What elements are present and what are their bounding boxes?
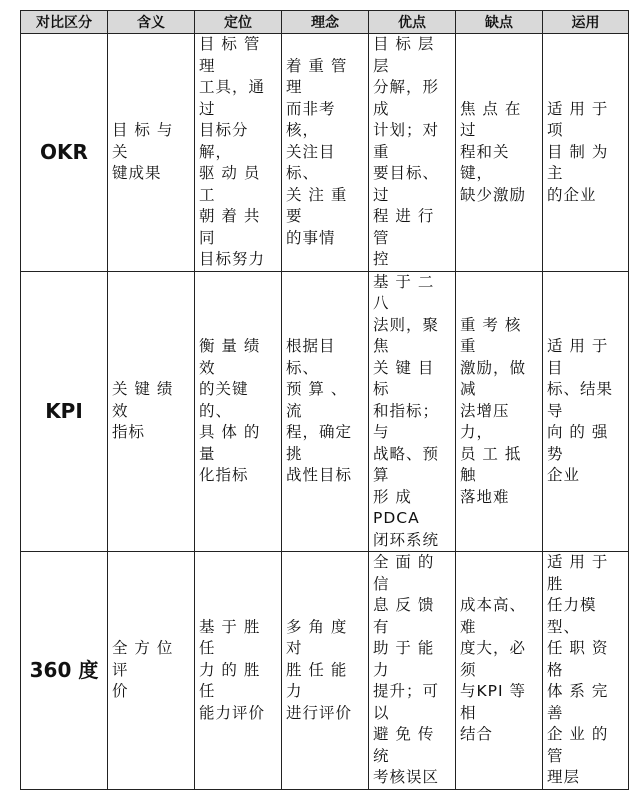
cell-meaning: 全 方 位 评 价 xyxy=(108,552,195,790)
header-compare: 对比区分 xyxy=(21,11,108,34)
table-row-360 xyxy=(21,552,629,790)
header-meaning: 含义 xyxy=(108,11,195,34)
header-pros: 优点 xyxy=(369,11,456,34)
cell-application: 适 用 于 胜 任力模型、 任 职 资 格 体 系 完 善 企 业 的 管 理层 xyxy=(543,552,629,790)
row-label: 360 度 xyxy=(21,552,108,790)
cell-application: 适 用 于 项 目 制 为 主 的企业 xyxy=(543,34,629,272)
cell-positioning: 衡 量 绩 效 的关键的、 具 体 的 量 化指标 xyxy=(195,271,282,552)
header-cons: 缺点 xyxy=(456,11,543,34)
header-concept: 理念 xyxy=(282,11,369,34)
cell-concept: 多 角 度 对 胜 任 能 力 进行评价 xyxy=(282,552,369,790)
row-label: KPI xyxy=(21,271,108,552)
cell-concept: 根据目标、 预 算 、 流 程，确定挑 战性目标 xyxy=(282,271,369,552)
cell-pros: 基 于 二 八 法则，聚焦 关 键 目 标 和指标；与 战略、预算 形 成 PDCA 闭环系统 xyxy=(369,271,456,552)
header-positioning: 定位 xyxy=(195,11,282,34)
cell-pros: 目 标 层 层 分解，形成 计划；对重 要目标、过 程 进 行 管 控 xyxy=(369,34,456,272)
header-application: 运用 xyxy=(543,11,629,34)
cell-concept: 着 重 管 理 而非考核， 关注目标、 关 注 重 要 的事情 xyxy=(282,34,369,272)
header-row xyxy=(21,11,629,34)
cell-meaning: 目 标 与 关 键成果 xyxy=(108,34,195,272)
comparison-table xyxy=(20,10,629,790)
cell-application: 适 用 于 目 标、结果导 向 的 强 势 企业 xyxy=(543,271,629,552)
cell-meaning: 关 键 绩 效 指标 xyxy=(108,271,195,552)
table-row-okr xyxy=(21,34,629,272)
row-label: OKR xyxy=(21,34,108,272)
cell-cons: 重 考 核 重 激励，做减 法增压力， 员 工 抵 触 落地难 xyxy=(456,271,543,552)
cell-positioning: 目 标 管 理 工具，通过 目标分解， 驱 动 员 工 朝 着 共 同 目标努力 xyxy=(195,34,282,272)
cell-cons: 成本高、难 度大，必须 与KPI 等相 结合 xyxy=(456,552,543,790)
cell-cons: 焦 点 在 过 程和关键， 缺少激励 xyxy=(456,34,543,272)
cell-pros: 全 面 的 信 息 反 馈 有 助 于 能 力 提升；可以 避 免 传 统 考核误区 xyxy=(369,552,456,790)
cell-positioning: 基 于 胜 任 力 的 胜 任 能力评价 xyxy=(195,552,282,790)
table-row-kpi xyxy=(21,271,629,552)
